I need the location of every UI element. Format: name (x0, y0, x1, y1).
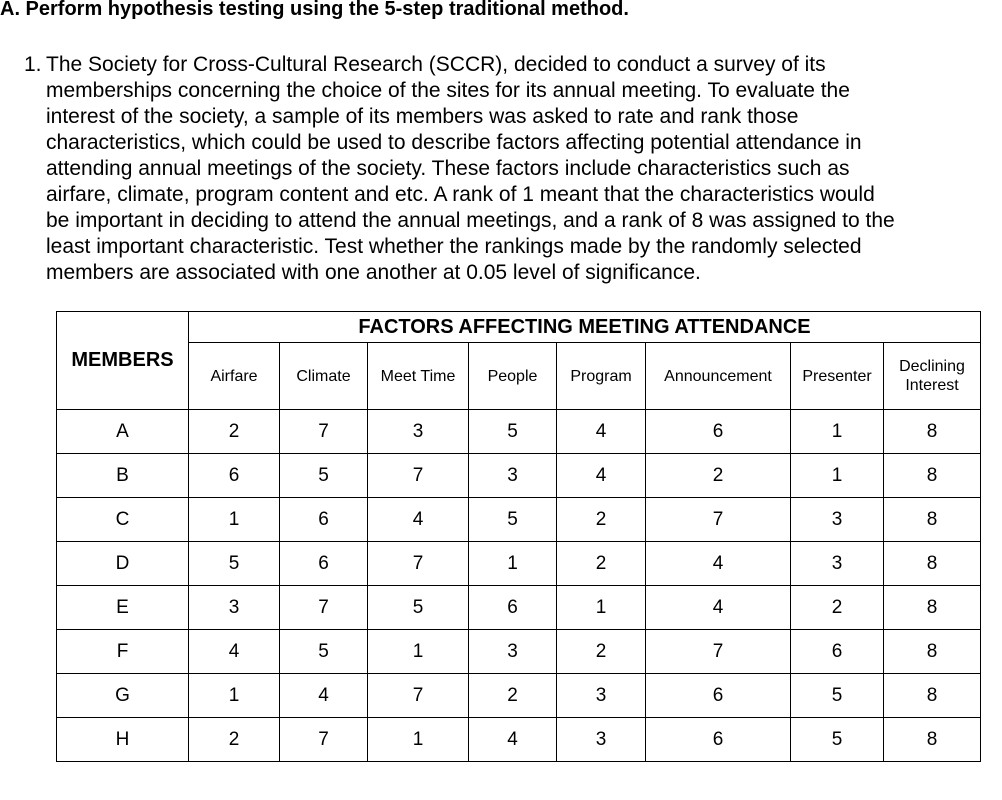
rank-cell: 3 (791, 498, 884, 542)
column-header-airfare: Airfare (189, 343, 280, 410)
table-row (57, 586, 981, 630)
column-header-presenter: Presenter (791, 343, 884, 410)
table-row (57, 630, 981, 674)
table-row (57, 542, 981, 586)
rank-cell: 2 (469, 674, 557, 718)
problem-line: The Society for Cross-Cultural Research (SCCR), decided to conduct a survey of its (46, 53, 826, 76)
member-label: G (57, 674, 189, 718)
rank-cell: 7 (368, 454, 469, 498)
table-row (57, 410, 981, 454)
table-row (57, 454, 981, 498)
member-label: H (57, 718, 189, 762)
rank-cell: 5 (469, 410, 557, 454)
rank-cell: 6 (189, 454, 280, 498)
rank-cell: 6 (280, 542, 368, 586)
rank-cell: 2 (557, 542, 646, 586)
rank-cell: 7 (646, 498, 791, 542)
rank-cell: 2 (557, 630, 646, 674)
rank-cell: 1 (189, 674, 280, 718)
rank-cell: 3 (469, 630, 557, 674)
rank-cell: 4 (280, 674, 368, 718)
problem-line: least important characteristic. Test whether the rankings made by the randomly selected (46, 235, 862, 258)
rank-cell: 3 (791, 542, 884, 586)
rank-cell: 3 (189, 586, 280, 630)
problem-line: be important in deciding to attend the annual meetings, and a rank of 8 was assigned to the (46, 209, 895, 232)
rank-cell: 8 (884, 454, 981, 498)
member-label: C (57, 498, 189, 542)
member-label: A (57, 410, 189, 454)
rank-cell: 1 (469, 542, 557, 586)
rankings-table (56, 311, 981, 762)
rank-cell: 4 (557, 410, 646, 454)
member-label: B (57, 454, 189, 498)
table-row (57, 718, 981, 762)
problem-line: characteristics, which could be used to describe factors affecting potential attendance in (46, 131, 862, 154)
rank-cell: 4 (189, 630, 280, 674)
rank-cell: 3 (469, 454, 557, 498)
rank-cell: 2 (189, 410, 280, 454)
column-header-climate: Climate (280, 343, 368, 410)
problem-line: members are associated with one another at 0.05 level of significance. (46, 261, 701, 284)
members-header: MEMBERS (57, 312, 189, 410)
rank-cell: 5 (280, 454, 368, 498)
rank-cell: 4 (469, 718, 557, 762)
rank-cell: 8 (884, 674, 981, 718)
rank-cell: 5 (189, 542, 280, 586)
column-header-program: Program (557, 343, 646, 410)
column-header-people: People (469, 343, 557, 410)
problem-line: memberships concerning the choice of the sites for its annual meeting. To evaluate the (46, 79, 850, 102)
rank-cell: 1 (368, 718, 469, 762)
rank-cell: 7 (368, 542, 469, 586)
rank-cell: 2 (791, 586, 884, 630)
rank-cell: 1 (791, 410, 884, 454)
column-header-announcement: Announcement (646, 343, 791, 410)
rank-cell: 3 (557, 718, 646, 762)
rank-cell: 1 (791, 454, 884, 498)
rank-cell: 8 (884, 718, 981, 762)
rank-cell: 8 (884, 542, 981, 586)
table-row (57, 498, 981, 542)
rank-cell: 7 (368, 674, 469, 718)
problem-line: interest of the society, a sample of its members was asked to rate and rank those (46, 105, 799, 128)
rank-cell: 8 (884, 410, 981, 454)
section-heading: A. Perform hypothesis testing using the 5-step traditional method. (0, 0, 629, 20)
table-body (57, 410, 981, 762)
problem-statement (24, 52, 994, 286)
rank-cell: 6 (280, 498, 368, 542)
rank-cell: 7 (280, 718, 368, 762)
rank-cell: 4 (557, 454, 646, 498)
rank-cell: 8 (884, 630, 981, 674)
rank-cell: 7 (646, 630, 791, 674)
problem-line: attending annual meetings of the society. These factors include characteristics such as (46, 157, 850, 180)
problem-line: airfare, climate, program content and etc. A rank of 1 meant that the characteristics would (46, 183, 875, 206)
factors-header: FACTORS AFFECTING MEETING ATTENDANCE (189, 312, 981, 343)
rank-cell: 6 (646, 410, 791, 454)
rank-cell: 3 (368, 410, 469, 454)
member-label: D (57, 542, 189, 586)
rank-cell: 5 (791, 674, 884, 718)
rank-cell: 5 (280, 630, 368, 674)
rank-cell: 5 (469, 498, 557, 542)
rank-cell: 6 (469, 586, 557, 630)
rank-cell: 3 (557, 674, 646, 718)
problem-body (46, 52, 994, 286)
table-row (57, 674, 981, 718)
rank-cell: 6 (646, 718, 791, 762)
member-label: E (57, 586, 189, 630)
rank-cell: 4 (646, 542, 791, 586)
rank-cell: 4 (646, 586, 791, 630)
rank-cell: 2 (557, 498, 646, 542)
member-label: F (57, 630, 189, 674)
rank-cell: 6 (791, 630, 884, 674)
rank-cell: 7 (280, 586, 368, 630)
rank-cell: 6 (646, 674, 791, 718)
problem-number: 1. (24, 53, 42, 76)
column-header-declining-interest: Declining Interest (884, 343, 981, 410)
column-header-meet-time: Meet Time (368, 343, 469, 410)
rank-cell: 4 (368, 498, 469, 542)
rank-cell: 5 (368, 586, 469, 630)
rank-cell: 1 (368, 630, 469, 674)
rank-cell: 7 (280, 410, 368, 454)
rank-cell: 2 (189, 718, 280, 762)
rank-cell: 1 (557, 586, 646, 630)
rank-cell: 1 (189, 498, 280, 542)
rank-cell: 8 (884, 586, 981, 630)
rank-cell: 2 (646, 454, 791, 498)
rank-cell: 8 (884, 498, 981, 542)
rank-cell: 5 (791, 718, 884, 762)
